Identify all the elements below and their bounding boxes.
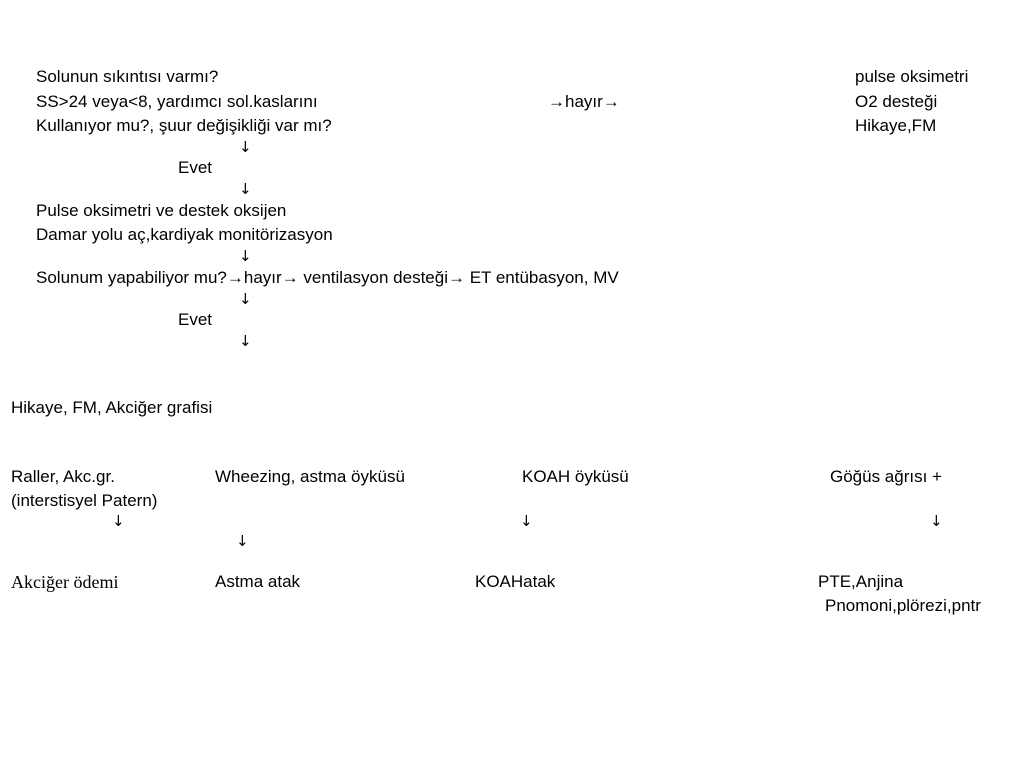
workup-line: Hikaye, FM, Akciğer grafisi bbox=[11, 398, 213, 417]
finding-rales: Raller, Akc.gr. bbox=[11, 467, 115, 486]
right-col-history-exam: Hikaye,FM bbox=[855, 116, 937, 135]
down-arrow-icon: ↓ bbox=[236, 532, 249, 550]
finding-chest-pain: Göğüs ağrısı + bbox=[830, 467, 942, 486]
diagnosis-pulmonary-edema: Akciğer ödemi bbox=[11, 572, 119, 592]
assessment-line-2: SS>24 veya<8, yardımcı sol.kaslarını bbox=[36, 92, 318, 111]
right-col-pulse-oximetry: pulse oksimetri bbox=[855, 67, 969, 86]
finding-interstitial-pattern: (interstisyel Patern) bbox=[11, 491, 158, 510]
finding-wheezing: Wheezing, astma öyküsü bbox=[215, 467, 405, 486]
diagnosis-pte-angina: PTE,Anjina bbox=[818, 572, 904, 591]
support-line-2: Damar yolu aç,kardiyak monitörizasyon bbox=[36, 225, 333, 244]
down-arrow-icon: ↓ bbox=[239, 138, 252, 156]
down-arrow-icon: ↓ bbox=[520, 512, 533, 530]
down-arrow-icon: ↓ bbox=[239, 332, 252, 350]
support-line-1: Pulse oksimetri ve destek oksijen bbox=[36, 201, 287, 220]
assessment-line-1: Solunun sıkıntısı varmı? bbox=[36, 67, 219, 86]
diagnosis-copd-attack: KOAHatak bbox=[475, 572, 556, 591]
right-col-o2-support: O2 desteği bbox=[855, 92, 938, 111]
down-arrow-icon: ↓ bbox=[930, 512, 943, 530]
evet-label-1: Evet bbox=[178, 158, 213, 177]
diagnosis-asthma-attack: Astma atak bbox=[215, 572, 301, 591]
breathing-question: Solunum yapabiliyor mu?→hayır→ ventilasyon desteği→ ET entübasyon, MV bbox=[36, 268, 619, 287]
evet-label-2: Evet bbox=[178, 310, 213, 329]
down-arrow-icon: ↓ bbox=[239, 247, 252, 265]
down-arrow-icon: ↓ bbox=[112, 512, 125, 530]
finding-copd-history: KOAH öyküsü bbox=[522, 467, 629, 486]
diagnosis-pneumonia-pleurisy: Pnomoni,plörezi,pntr bbox=[825, 596, 981, 615]
assessment-line-3: Kullanıyor mu?, şuur değişikliği var mı? bbox=[36, 116, 332, 135]
no-branch-label: →hayır→ bbox=[548, 92, 620, 111]
down-arrow-icon: ↓ bbox=[239, 180, 252, 198]
down-arrow-icon: ↓ bbox=[239, 290, 252, 308]
